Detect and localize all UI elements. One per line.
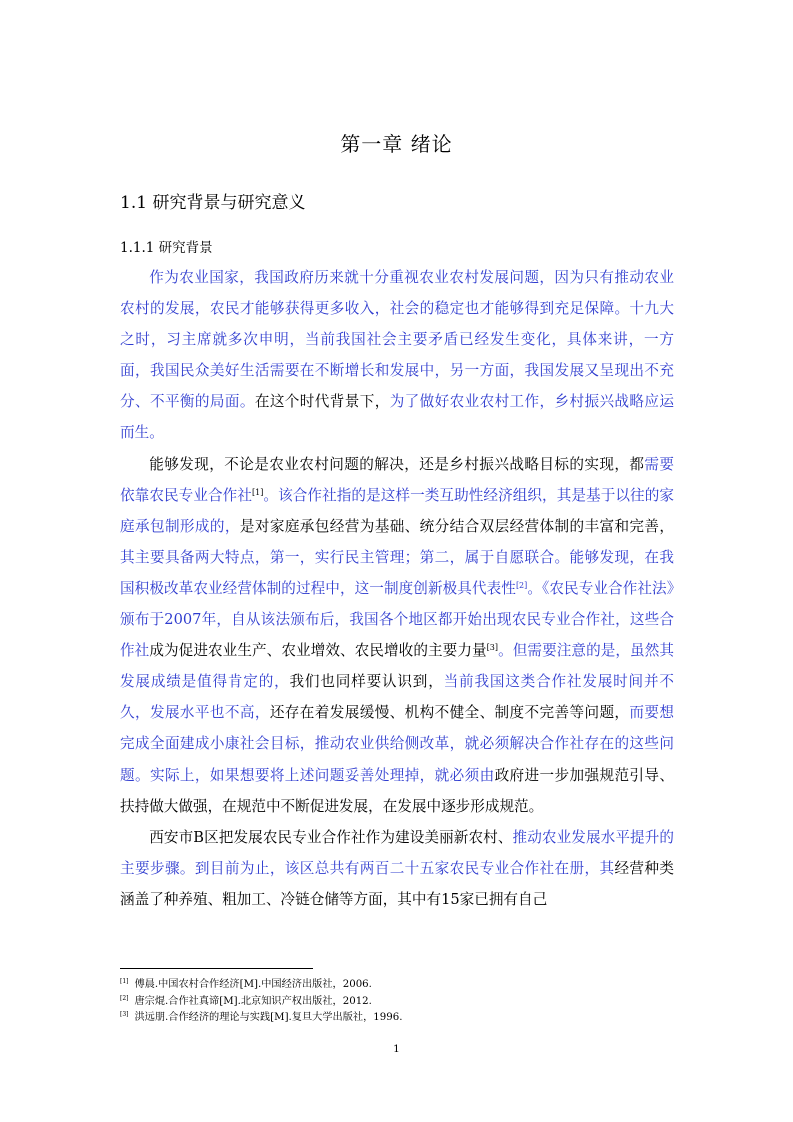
- paragraph-2: [120, 449, 674, 822]
- paragraph-3: [120, 822, 674, 915]
- highlighted-text: 。《农民专业合作社法》颁布于2007年，自从该法颁布后，我国各个地区都开始出现农民专业合作社，这些合作社: [120, 579, 674, 660]
- plain-text: 能够发现，不论是农业农村问题的解决，还是乡村振兴战略目标的实现，都: [149, 455, 645, 473]
- plain-text: 是对家庭承包经营为基础、统分结合双层经营体制的丰富和完善，: [239, 517, 674, 535]
- plain-text: 还存在着发展缓慢、机构不健全、制度不完善等问题，: [269, 704, 630, 722]
- highlighted-text: 需要依靠农民专业合作社: [120, 455, 674, 504]
- highlighted-text: 。该合作社指的是这样一类互助性经济组织，其是基于以往的家庭承包制形成的，: [120, 486, 674, 535]
- subsection-title: 1.1.1 研究背景: [120, 240, 213, 256]
- highlighted-text: 作为农业国家，我国政府历来就十分重视农业农村发展问题，因为只有推动农业农村的发展，农民才能够获得更多收入，社会的稳定也才能够得到充足保障。十九大之时，习主席就多次申明，当前我国社会主要矛盾已经发生变化，具体来讲，一方面，我国民众美好生活需要在不断增长和发展中，另一方面，我国发展又呈现出不充分、不平衡的局面。: [120, 269, 674, 411]
- footnote-1: [120, 977, 680, 994]
- plain-text: 经营种类涵盖了种养殖、粗加工、冷链仓储等方面，其中有15家已拥有自己: [120, 859, 674, 908]
- body-text: [120, 262, 674, 915]
- plain-text: 成为促进农业生产、农业增效、农民增收的主要力量: [149, 642, 487, 660]
- page-number: 1: [393, 1043, 400, 1055]
- footnote-text: 傅晨.中国农村合作经济[M].中国经济出版社，2006.: [134, 979, 372, 990]
- highlighted-text: 为了做好农业农村工作，乡村振兴战略应运而生。: [120, 393, 674, 442]
- footnote-separator: [120, 968, 313, 969]
- highlighted-text: 而要想完成全面建成小康社会目标，推动农业供给侧改革，就必须解决合作社存在的这些问题。实际上，如果想要将上述问题妥善处理掉，就必须由: [120, 704, 674, 784]
- plain-text: 在这个时代背景下，: [254, 393, 390, 411]
- footnote-2: [120, 994, 680, 1011]
- plain-text: 西安市B区把发展农民专业合作社作为建设美丽新农村、: [149, 828, 513, 846]
- highlighted-text: 其主要具备两大特点，第一，实行民主管理；第二，属于自愿联合。能够发现，在我国积极改革农业经营体制的过程中，这一制度创新极具代表性: [120, 548, 674, 597]
- footnote-mark: [3]: [120, 1011, 129, 1018]
- footnote-mark: [2]: [120, 994, 129, 1002]
- highlighted-text: 当前我国这类合作社发展时间并不久，发展水平也不高，: [120, 673, 674, 722]
- footnote-text: 洪远朋.合作经济的理论与实践[M].复旦大学出版社，1996.: [134, 1012, 403, 1023]
- highlighted-text: 。但需要注意的是，虽然其发展成绩是值得肯定的，: [120, 642, 674, 691]
- section-title: 1.1 研究背景与研究意义: [120, 193, 306, 213]
- plain-text: 我们也同样要认识到，: [289, 673, 444, 691]
- footnote-ref[interactable]: [1]: [252, 487, 264, 497]
- footnotes: [120, 977, 680, 1027]
- paragraph-1: [120, 262, 674, 449]
- highlighted-text: 推动农业发展水平提升的主要步骤。到目前为止，该区总共有两百二十五家农民专业合作社在册，其: [120, 828, 674, 877]
- footnote-ref[interactable]: [2]: [515, 580, 528, 590]
- footnote-mark: [1]: [120, 978, 129, 985]
- plain-text: 政府进一步加强规范引导、扶持做大做强，在规范中不断促进发展，在发展中逐步形成规范。: [120, 766, 674, 815]
- footnote-text: 唐宗焜.合作社真谛[M].北京知识产权出版社，2012.: [134, 995, 372, 1007]
- footnote-3: [120, 1010, 680, 1027]
- chapter-title: 第一章 绪论: [340, 132, 453, 156]
- footnote-ref[interactable]: [3]: [486, 643, 498, 653]
